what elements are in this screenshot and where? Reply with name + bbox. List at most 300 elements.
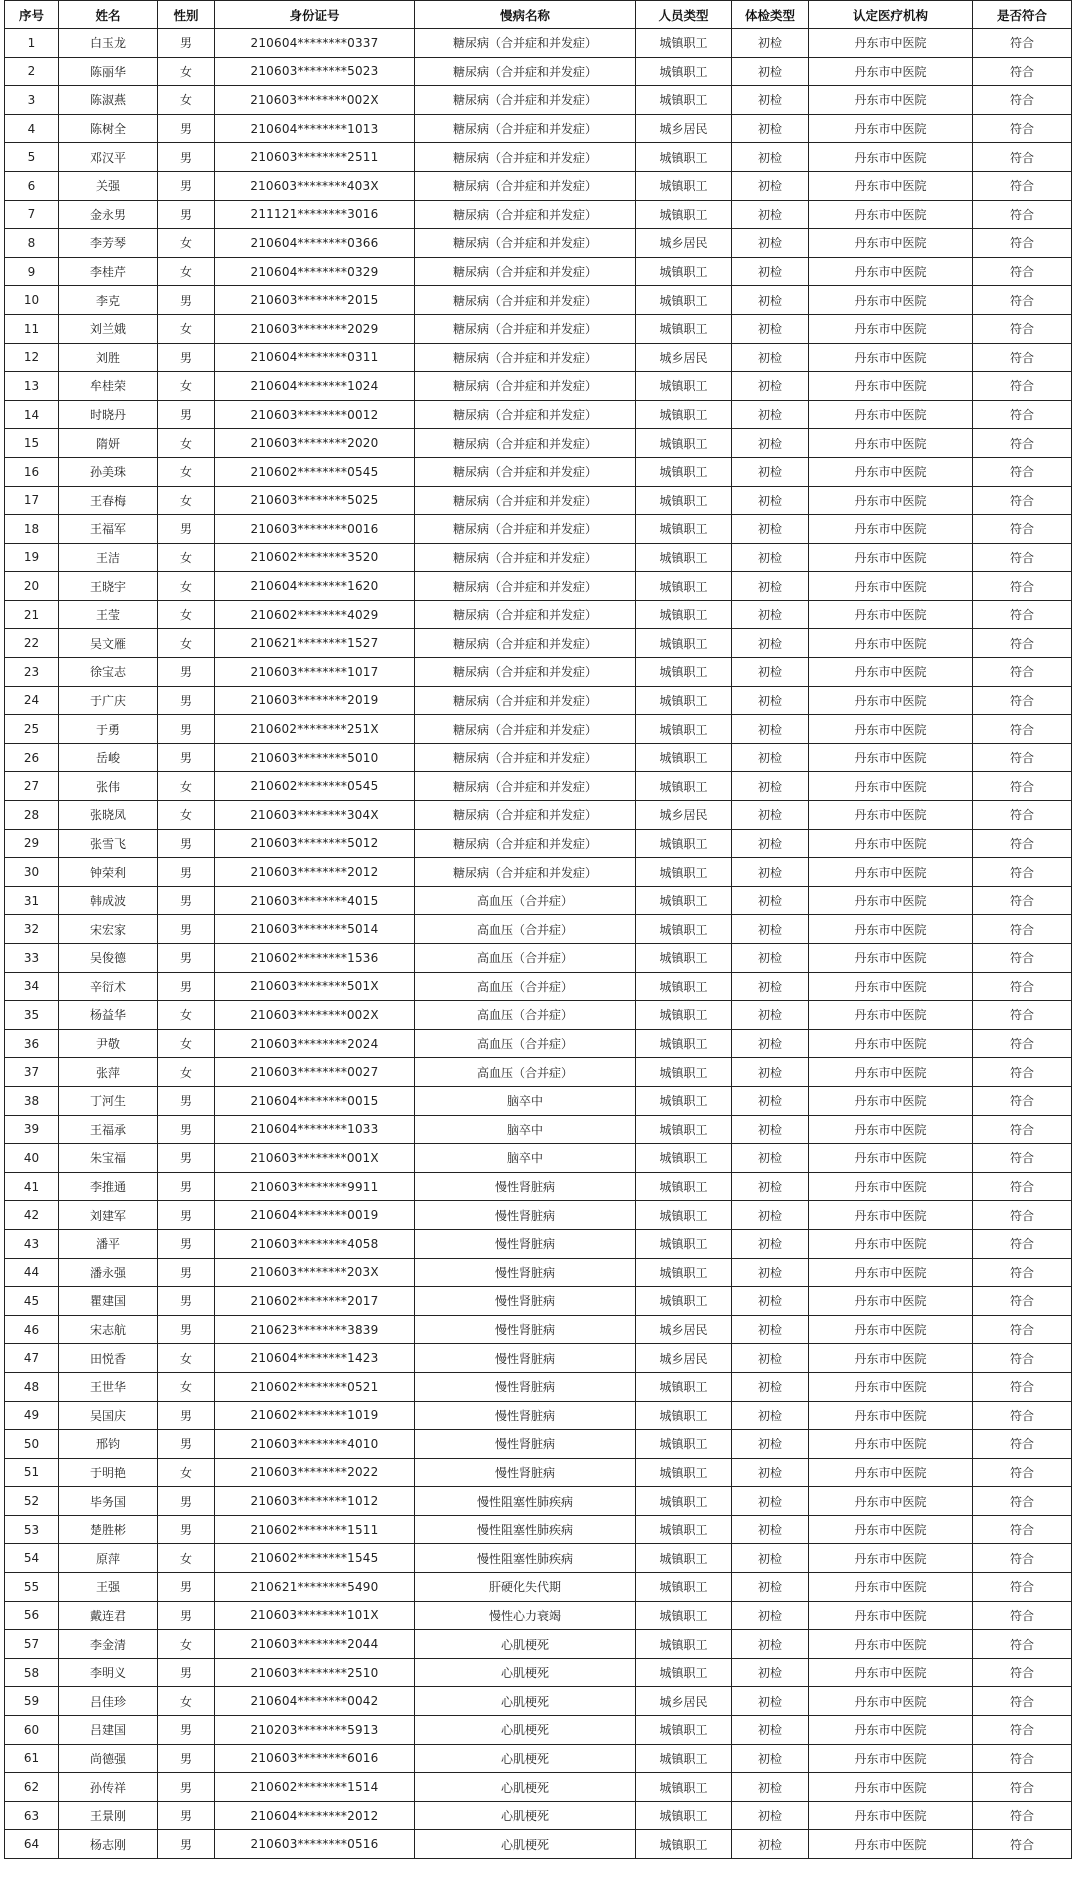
cell-person-type: 城镇职工 [636,886,732,915]
cell-institution: 丹东市中医院 [809,1115,973,1144]
table-row [5,1287,1072,1316]
cell-exam-type: 初检 [732,1287,809,1316]
cell-person-type: 城镇职工 [636,1029,732,1058]
cell-eligible: 符合 [973,543,1072,572]
cell-eligible: 符合 [973,1001,1072,1030]
cell-eligible: 符合 [973,772,1072,801]
cell-name: 王世华 [59,1372,158,1401]
cell-person-type: 城镇职工 [636,772,732,801]
cell-id-number: 210203********5913 [215,1716,415,1745]
cell-index: 20 [5,572,59,601]
cell-person-type: 城镇职工 [636,686,732,715]
cell-index: 60 [5,1716,59,1745]
cell-name: 刘建军 [59,1201,158,1230]
cell-exam-type: 初检 [732,1487,809,1516]
cell-disease: 高血压（合并症） [415,1001,636,1030]
cell-exam-type: 初检 [732,286,809,315]
cell-institution: 丹东市中医院 [809,743,973,772]
cell-person-type: 城乡居民 [636,801,732,830]
table-header-row [5,1,1072,29]
cell-exam-type: 初检 [732,400,809,429]
cell-institution: 丹东市中医院 [809,543,973,572]
cell-person-type: 城镇职工 [636,372,732,401]
cell-index: 11 [5,314,59,343]
cell-institution: 丹东市中医院 [809,1086,973,1115]
table-row [5,400,1072,429]
cell-exam-type: 初检 [732,1744,809,1773]
cell-exam-type: 初检 [732,1058,809,1087]
cell-name: 白玉龙 [59,29,158,58]
cell-name: 张萍 [59,1058,158,1087]
cell-disease: 高血压（合并症） [415,972,636,1001]
cell-id-number: 210603********5025 [215,486,415,515]
cell-person-type: 城镇职工 [636,1115,732,1144]
cell-id-number: 210602********3520 [215,543,415,572]
cell-institution: 丹东市中医院 [809,1716,973,1745]
table-row [5,1229,1072,1258]
cell-person-type: 城镇职工 [636,858,732,887]
cell-gender: 女 [158,372,215,401]
cell-id-number: 210603********5014 [215,915,415,944]
cell-exam-type: 初检 [732,1372,809,1401]
cell-person-type: 城镇职工 [636,1573,732,1602]
cell-institution: 丹东市中医院 [809,1487,973,1516]
cell-exam-type: 初检 [732,686,809,715]
cell-index: 21 [5,600,59,629]
cell-index: 52 [5,1487,59,1516]
cell-exam-type: 初检 [732,314,809,343]
cell-gender: 女 [158,1687,215,1716]
cell-eligible: 符合 [973,686,1072,715]
cell-person-type: 城镇职工 [636,1258,732,1287]
cell-gender: 男 [158,1086,215,1115]
cell-id-number: 210602********1511 [215,1515,415,1544]
cell-name: 陈淑燕 [59,86,158,115]
cell-disease: 高血压（合并症） [415,915,636,944]
cell-id-number: 210603********101X [215,1601,415,1630]
cell-disease: 糖尿病（合并症和并发症） [415,686,636,715]
table-row [5,229,1072,258]
cell-person-type: 城镇职工 [636,658,732,687]
cell-institution: 丹东市中医院 [809,1287,973,1316]
cell-eligible: 符合 [973,171,1072,200]
cell-institution: 丹东市中医院 [809,286,973,315]
cell-gender: 女 [158,801,215,830]
cell-person-type: 城镇职工 [636,829,732,858]
cell-institution: 丹东市中医院 [809,715,973,744]
cell-id-number: 210602********1536 [215,944,415,973]
cell-id-number: 210603********2029 [215,314,415,343]
cell-eligible: 符合 [973,886,1072,915]
table-row [5,1058,1072,1087]
cell-exam-type: 初检 [732,1601,809,1630]
cell-eligible: 符合 [973,286,1072,315]
cell-id-number: 210604********0311 [215,343,415,372]
cell-name: 吴国庆 [59,1401,158,1430]
cell-eligible: 符合 [973,1458,1072,1487]
cell-exam-type: 初检 [732,229,809,258]
cell-disease: 糖尿病（合并症和并发症） [415,429,636,458]
cell-exam-type: 初检 [732,658,809,687]
cell-index: 13 [5,372,59,401]
cell-index: 58 [5,1658,59,1687]
table-row [5,57,1072,86]
cell-gender: 男 [158,143,215,172]
cell-index: 56 [5,1601,59,1630]
cell-name: 尹敬 [59,1029,158,1058]
cell-index: 30 [5,858,59,887]
cell-person-type: 城镇职工 [636,1287,732,1316]
cell-exam-type: 初检 [732,486,809,515]
table-row [5,629,1072,658]
cell-id-number: 210603********6016 [215,1744,415,1773]
cell-person-type: 城镇职工 [636,1086,732,1115]
cell-eligible: 符合 [973,1601,1072,1630]
cell-institution: 丹东市中医院 [809,1658,973,1687]
cell-name: 孙传祥 [59,1773,158,1802]
cell-institution: 丹东市中医院 [809,1315,973,1344]
cell-gender: 男 [158,858,215,887]
cell-id-number: 210604********0015 [215,1086,415,1115]
cell-name: 吕建国 [59,1716,158,1745]
table-row [5,143,1072,172]
cell-eligible: 符合 [973,515,1072,544]
table-row [5,1144,1072,1173]
table-row [5,1801,1072,1830]
cell-exam-type: 初检 [732,171,809,200]
cell-institution: 丹东市中医院 [809,1544,973,1573]
cell-person-type: 城镇职工 [636,1144,732,1173]
cell-name: 毕务国 [59,1487,158,1516]
cell-gender: 男 [158,1773,215,1802]
cell-disease: 高血压（合并症） [415,886,636,915]
cell-disease: 糖尿病（合并症和并发症） [415,257,636,286]
cell-id-number: 210603********0016 [215,515,415,544]
cell-gender: 男 [158,715,215,744]
cell-institution: 丹东市中医院 [809,114,973,143]
table-row [5,314,1072,343]
header-id-number: 身份证号 [215,1,415,29]
cell-disease: 慢性肾脏病 [415,1287,636,1316]
cell-name: 李明义 [59,1658,158,1687]
table-row [5,29,1072,58]
cell-eligible: 符合 [973,944,1072,973]
cell-person-type: 城镇职工 [636,515,732,544]
cell-exam-type: 初检 [732,1716,809,1745]
cell-exam-type: 初检 [732,743,809,772]
cell-name: 王景刚 [59,1801,158,1830]
cell-eligible: 符合 [973,972,1072,1001]
cell-person-type: 城镇职工 [636,1201,732,1230]
table-row [5,1430,1072,1459]
cell-index: 44 [5,1258,59,1287]
cell-id-number: 210603********5012 [215,829,415,858]
cell-disease: 糖尿病（合并症和并发症） [415,486,636,515]
cell-institution: 丹东市中医院 [809,858,973,887]
cell-index: 41 [5,1172,59,1201]
cell-name: 王福军 [59,515,158,544]
cell-eligible: 符合 [973,1687,1072,1716]
cell-person-type: 城乡居民 [636,1344,732,1373]
cell-exam-type: 初检 [732,57,809,86]
cell-institution: 丹东市中医院 [809,944,973,973]
cell-name: 王福承 [59,1115,158,1144]
cell-person-type: 城镇职工 [636,86,732,115]
cell-id-number: 210603********1017 [215,658,415,687]
cell-institution: 丹东市中医院 [809,257,973,286]
cell-index: 38 [5,1086,59,1115]
cell-institution: 丹东市中医院 [809,400,973,429]
cell-index: 35 [5,1001,59,1030]
cell-name: 王晓宇 [59,572,158,601]
cell-id-number: 210603********4010 [215,1430,415,1459]
cell-index: 59 [5,1687,59,1716]
cell-institution: 丹东市中医院 [809,1201,973,1230]
cell-name: 瞿建国 [59,1287,158,1316]
table-row [5,886,1072,915]
cell-gender: 女 [158,314,215,343]
cell-institution: 丹东市中医院 [809,486,973,515]
cell-id-number: 210603********2024 [215,1029,415,1058]
cell-gender: 男 [158,515,215,544]
cell-index: 26 [5,743,59,772]
cell-person-type: 城镇职工 [636,1544,732,1573]
cell-exam-type: 初检 [732,572,809,601]
cell-eligible: 符合 [973,1229,1072,1258]
cell-institution: 丹东市中医院 [809,1830,973,1859]
cell-institution: 丹东市中医院 [809,1573,973,1602]
cell-disease: 心肌梗死 [415,1716,636,1745]
cell-id-number: 210604********1423 [215,1344,415,1373]
cell-eligible: 符合 [973,829,1072,858]
cell-index: 62 [5,1773,59,1802]
table-row [5,1658,1072,1687]
cell-exam-type: 初检 [732,1515,809,1544]
cell-person-type: 城镇职工 [636,915,732,944]
cell-person-type: 城镇职工 [636,1458,732,1487]
cell-gender: 男 [158,1401,215,1430]
table-body [5,29,1072,1859]
table-row [5,1544,1072,1573]
cell-name: 潘平 [59,1229,158,1258]
cell-name: 时晓丹 [59,400,158,429]
cell-gender: 男 [158,1430,215,1459]
cell-gender: 男 [158,343,215,372]
cell-index: 53 [5,1515,59,1544]
cell-disease: 糖尿病（合并症和并发症） [415,171,636,200]
cell-gender: 女 [158,1372,215,1401]
cell-id-number: 210604********0329 [215,257,415,286]
header-eligible: 是否符合 [973,1,1072,29]
cell-eligible: 符合 [973,1086,1072,1115]
cell-exam-type: 初检 [732,343,809,372]
cell-eligible: 符合 [973,1144,1072,1173]
cell-index: 54 [5,1544,59,1573]
cell-exam-type: 初检 [732,801,809,830]
cell-index: 51 [5,1458,59,1487]
cell-person-type: 城镇职工 [636,171,732,200]
cell-name: 杨益华 [59,1001,158,1030]
cell-id-number: 210602********0545 [215,772,415,801]
cell-id-number: 210603********2511 [215,143,415,172]
cell-id-number: 210623********3839 [215,1315,415,1344]
table-row [5,86,1072,115]
cell-eligible: 符合 [973,1773,1072,1802]
cell-gender: 男 [158,915,215,944]
cell-eligible: 符合 [973,314,1072,343]
cell-institution: 丹东市中医院 [809,343,973,372]
cell-gender: 男 [158,1315,215,1344]
table-row [5,1830,1072,1859]
table-row [5,1372,1072,1401]
cell-eligible: 符合 [973,1201,1072,1230]
table-row [5,715,1072,744]
cell-index: 34 [5,972,59,1001]
cell-exam-type: 初检 [732,1172,809,1201]
cell-exam-type: 初检 [732,1344,809,1373]
cell-name: 李金清 [59,1630,158,1659]
cell-person-type: 城镇职工 [636,314,732,343]
cell-index: 29 [5,829,59,858]
cell-exam-type: 初检 [732,1029,809,1058]
cell-exam-type: 初检 [732,1258,809,1287]
cell-disease: 慢性肾脏病 [415,1401,636,1430]
cell-person-type: 城镇职工 [636,257,732,286]
cell-person-type: 城镇职工 [636,486,732,515]
cell-institution: 丹东市中医院 [809,1344,973,1373]
cell-exam-type: 初检 [732,715,809,744]
cell-index: 27 [5,772,59,801]
cell-name: 丁河生 [59,1086,158,1115]
cell-disease: 心肌梗死 [415,1801,636,1830]
cell-exam-type: 初检 [732,886,809,915]
cell-gender: 男 [158,972,215,1001]
cell-id-number: 210603********2020 [215,429,415,458]
cell-exam-type: 初检 [732,829,809,858]
cell-eligible: 符合 [973,1830,1072,1859]
cell-id-number: 210603********002X [215,86,415,115]
cell-exam-type: 初检 [732,1801,809,1830]
table-row [5,743,1072,772]
cell-institution: 丹东市中医院 [809,1229,973,1258]
cell-institution: 丹东市中医院 [809,801,973,830]
cell-exam-type: 初检 [732,600,809,629]
cell-disease: 高血压（合并症） [415,1058,636,1087]
table-row [5,1315,1072,1344]
cell-disease: 心肌梗死 [415,1744,636,1773]
cell-exam-type: 初检 [732,29,809,58]
table-row [5,1601,1072,1630]
cell-person-type: 城镇职工 [636,1487,732,1516]
cell-id-number: 210603********4015 [215,886,415,915]
cell-gender: 女 [158,543,215,572]
cell-id-number: 210603********2012 [215,858,415,887]
cell-exam-type: 初检 [732,1458,809,1487]
cell-index: 22 [5,629,59,658]
cell-institution: 丹东市中医院 [809,515,973,544]
cell-disease: 慢性肾脏病 [415,1258,636,1287]
cell-gender: 男 [158,686,215,715]
cell-index: 39 [5,1115,59,1144]
cell-id-number: 210603********0516 [215,1830,415,1859]
cell-id-number: 210603********5023 [215,57,415,86]
cell-eligible: 符合 [973,715,1072,744]
cell-disease: 糖尿病（合并症和并发症） [415,114,636,143]
table-row [5,1773,1072,1802]
cell-person-type: 城乡居民 [636,1687,732,1716]
cell-id-number: 210603********4058 [215,1229,415,1258]
cell-person-type: 城乡居民 [636,229,732,258]
cell-gender: 男 [158,1515,215,1544]
cell-gender: 女 [158,1029,215,1058]
cell-index: 40 [5,1144,59,1173]
cell-institution: 丹东市中医院 [809,372,973,401]
cell-exam-type: 初检 [732,543,809,572]
cell-person-type: 城镇职工 [636,1515,732,1544]
cell-person-type: 城镇职工 [636,543,732,572]
table-row [5,1487,1072,1516]
chronic-disease-table-sheet [4,0,1071,1859]
cell-institution: 丹东市中医院 [809,229,973,258]
cell-name: 宋志航 [59,1315,158,1344]
cell-id-number: 210602********2017 [215,1287,415,1316]
cell-institution: 丹东市中医院 [809,29,973,58]
cell-eligible: 符合 [973,229,1072,258]
cell-name: 王强 [59,1573,158,1602]
cell-institution: 丹东市中医院 [809,1401,973,1430]
table-row [5,772,1072,801]
cell-gender: 男 [158,944,215,973]
cell-institution: 丹东市中医院 [809,1029,973,1058]
table-row [5,1573,1072,1602]
table-row [5,1716,1072,1745]
cell-eligible: 符合 [973,1287,1072,1316]
cell-name: 张晓凤 [59,801,158,830]
cell-index: 1 [5,29,59,58]
cell-gender: 女 [158,1458,215,1487]
table-row [5,543,1072,572]
cell-eligible: 符合 [973,1515,1072,1544]
cell-name: 岳峻 [59,743,158,772]
cell-eligible: 符合 [973,343,1072,372]
chronic-disease-table [4,0,1072,1859]
cell-eligible: 符合 [973,1315,1072,1344]
cell-eligible: 符合 [973,200,1072,229]
cell-institution: 丹东市中医院 [809,915,973,944]
table-row [5,200,1072,229]
cell-institution: 丹东市中医院 [809,1515,973,1544]
cell-name: 金永男 [59,200,158,229]
cell-gender: 女 [158,572,215,601]
cell-eligible: 符合 [973,658,1072,687]
cell-id-number: 210602********1019 [215,1401,415,1430]
cell-name: 潘永强 [59,1258,158,1287]
cell-gender: 男 [158,1601,215,1630]
cell-exam-type: 初检 [732,1773,809,1802]
cell-id-number: 210603********501X [215,972,415,1001]
cell-gender: 男 [158,400,215,429]
cell-gender: 女 [158,486,215,515]
header-index: 序号 [5,1,59,29]
table-row [5,1172,1072,1201]
cell-disease: 糖尿病（合并症和并发症） [415,229,636,258]
cell-person-type: 城镇职工 [636,1430,732,1459]
cell-gender: 男 [158,1144,215,1173]
cell-exam-type: 初检 [732,1630,809,1659]
cell-exam-type: 初检 [732,1573,809,1602]
cell-exam-type: 初检 [732,200,809,229]
cell-name: 隋妍 [59,429,158,458]
